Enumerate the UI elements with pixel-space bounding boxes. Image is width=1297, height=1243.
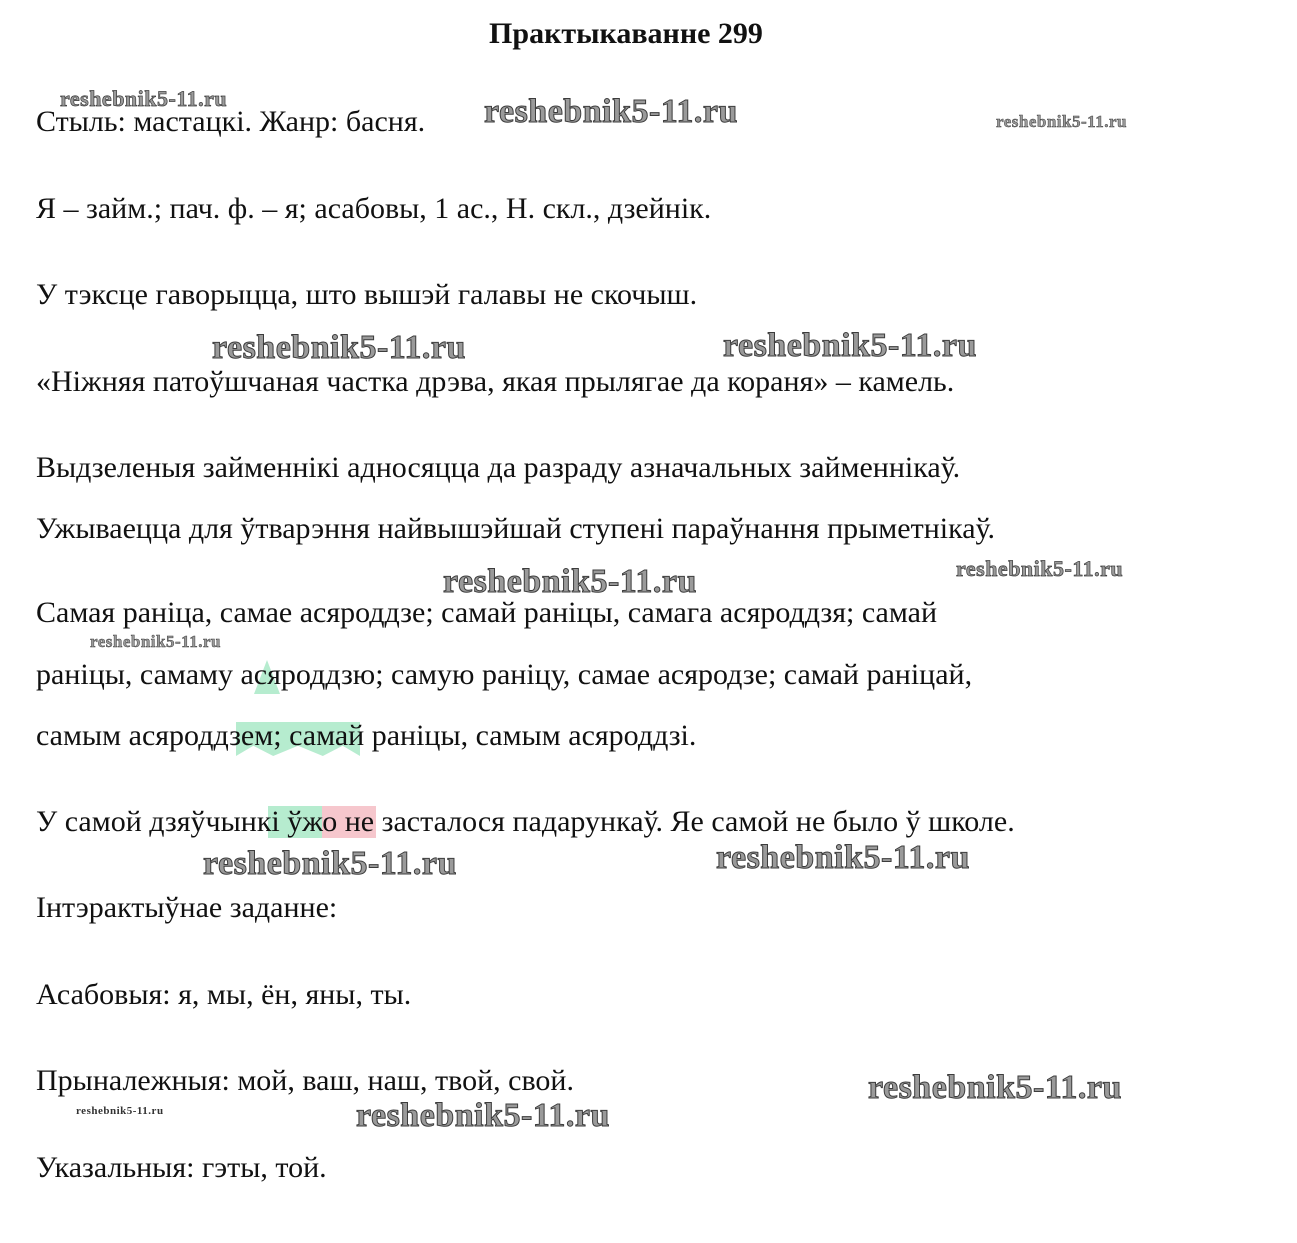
text-line: Асабовыя: я, мы, ён, яны, ты.: [36, 978, 412, 1011]
page-title: Практыкаванне 299: [489, 17, 763, 50]
watermark: reshebnik5-11.ru: [716, 839, 970, 876]
text-line: Выдзеленыя займеннікі адносяцца да разраду азначальных займеннікаў.: [36, 451, 961, 484]
text-line: Стыль: мастацкі. Жанр: басня.: [36, 105, 426, 138]
text-line: самым асяроддзем; самай раніцы, самым асяроддзі.: [36, 719, 697, 752]
watermark: reshebnik5-11.ru: [723, 327, 977, 364]
watermark: reshebnik5-11.ru: [868, 1069, 1122, 1106]
watermark: reshebnik5-11.ru: [356, 1097, 610, 1134]
watermark: reshebnik5-11.ru: [956, 556, 1124, 581]
text-line: Указальныя: гэты, той.: [36, 1151, 327, 1184]
watermark: reshebnik5-11.ru: [203, 845, 457, 882]
text-line: раніцы, самаму асяроддзю; самую раніцу, самае асяродзе; самай раніцай,: [36, 658, 973, 691]
watermark: reshebnik5-11.ru: [443, 563, 697, 600]
watermark: reshebnik5-11.ru: [60, 86, 228, 111]
text-line: Інтэрактыўнае заданне:: [36, 891, 338, 924]
text-line: «Ніжняя патоўшчаная частка дрэва, якая прылягае да кораня» – камель.: [36, 365, 955, 398]
text-line: У самой дзяўчынкі ўжо не засталося падарункаў. Яе самой не было ў школе.: [36, 805, 1015, 838]
watermark: reshebnik5-11.ru: [76, 1105, 164, 1117]
watermark: reshebnik5-11.ru: [996, 112, 1127, 131]
text-line: У тэксце гаворыцца, што вышэй галавы не скочыш.: [36, 278, 698, 311]
watermark: reshebnik5-11.ru: [212, 329, 466, 366]
text-line: Прыналежныя: мой, ваш, наш, твой, свой.: [36, 1064, 574, 1097]
watermark: reshebnik5-11.ru: [484, 93, 738, 130]
text-line: Самая раніца, самае асяроддзе; самай раніцы, самага асяроддзя; самай: [36, 596, 938, 629]
watermark: reshebnik5-11.ru: [90, 632, 221, 651]
text-line: Я – займ.; пач. ф. – я; асабовы, 1 ас., Н. скл., дзейнік.: [36, 192, 712, 225]
text-line: Ужываецца для ўтварэння найвышэйшай ступені параўнання прыметнікаў.: [36, 512, 996, 545]
